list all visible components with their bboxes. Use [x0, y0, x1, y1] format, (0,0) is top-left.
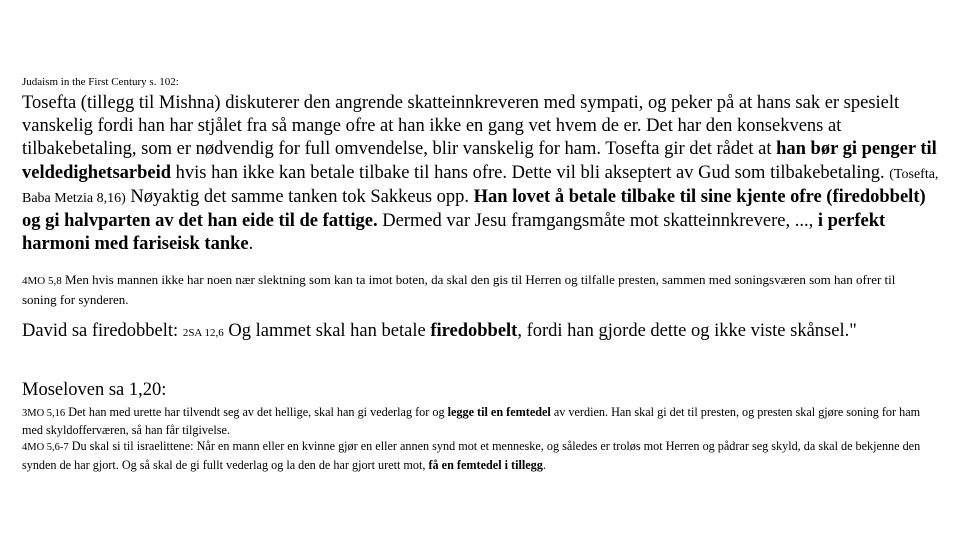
text: Det han med urette har tilvendt seg av det hellige, skal han gi vederlag for og: [65, 405, 448, 419]
bold-text: få en femtedel i tillegg: [428, 457, 543, 472]
text: Dermed var Jesu framgangsmåte mot skatteinnkrevere, ...,: [377, 211, 818, 232]
moseloven-verses: [22, 404, 937, 473]
text: Du skal si til israelittene: Når en mann eller en kvinne gjør en eller annen synd mot et menneske, og således er troløs mot Herren og pådrar seg skyld, da skal de bekjenne den synden de har gjort. Og så skal de gi fullt vederlag og la den de har gjort urett mot,: [22, 439, 921, 472]
verse-reference: 2SA 12,6: [182, 327, 224, 339]
text: av verdien. Han skal gi det til presten, og presten skal gjøre soning for ham med skyldofferværen, så han får tilgivelse.: [22, 405, 921, 438]
text: hvis han ikke kan betale tilbake til hans ofre. Dette vil bli akseptert av Gud som tilbakebetaling.: [171, 162, 890, 183]
verse-text: Men hvis mannen ikke har noen nær slektning som kan ta imot boten, da skal den gis til Herren og tilfalle presten, sammen med soningsværen som han ofrer til soning for synderen.: [22, 272, 896, 307]
text: .: [542, 457, 546, 472]
text: Nøyaktig det samme tanken tok Sakkeus opp.: [125, 186, 474, 207]
text: Tosefta (tillegg til Mishna) diskuterer den angrende skatteinnkreveren med sympati, og peker på at hans sak er spesielt vanskelig fordi han har stjålet fra så mange ofre at han ikke en gang vet hvem de er. Det har den konsekvens at tilbakebetaling, som er nødvendig for full omvendelse, blir vanskelig for ham. Tosefta gir det rådet at: [22, 93, 900, 160]
verse-reference: 4MO 5,8: [22, 275, 62, 287]
text: .: [248, 234, 254, 255]
verse-reference: 3MO 5,16: [22, 408, 66, 419]
bold-text: han bør gi penger til veldedighetsarbeid: [22, 139, 937, 183]
bold-text: i perfekt harmoni med fariseisk tanke: [22, 211, 886, 255]
bold-text: Han lovet å betale tilbake til sine kjente ofre (firedobbelt) og gi halvparten av det han eide til de fattige.: [22, 186, 926, 232]
source-citation: (Tosefta, Baba Metzia 8,16): [22, 166, 939, 206]
verse-4mo-5-8: [22, 271, 922, 308]
bold-text: legge til en femtedel: [447, 405, 551, 419]
verse-reference: 4MO 5,6-7: [22, 442, 69, 454]
text: David sa firedobbelt:: [22, 321, 183, 341]
text: , fordi han gjorde dette og ikke viste skånsel.": [517, 321, 857, 341]
david-paragraph: [22, 320, 922, 345]
text: Og lammet skal han betale: [223, 321, 431, 341]
source-heading: Judaism in the First Century s. 102:: [22, 76, 179, 88]
bold-text: firedobbelt: [430, 321, 518, 341]
moseloven-heading: Moseloven sa 1,20:: [22, 380, 167, 400]
tosefta-paragraph: [22, 92, 940, 256]
